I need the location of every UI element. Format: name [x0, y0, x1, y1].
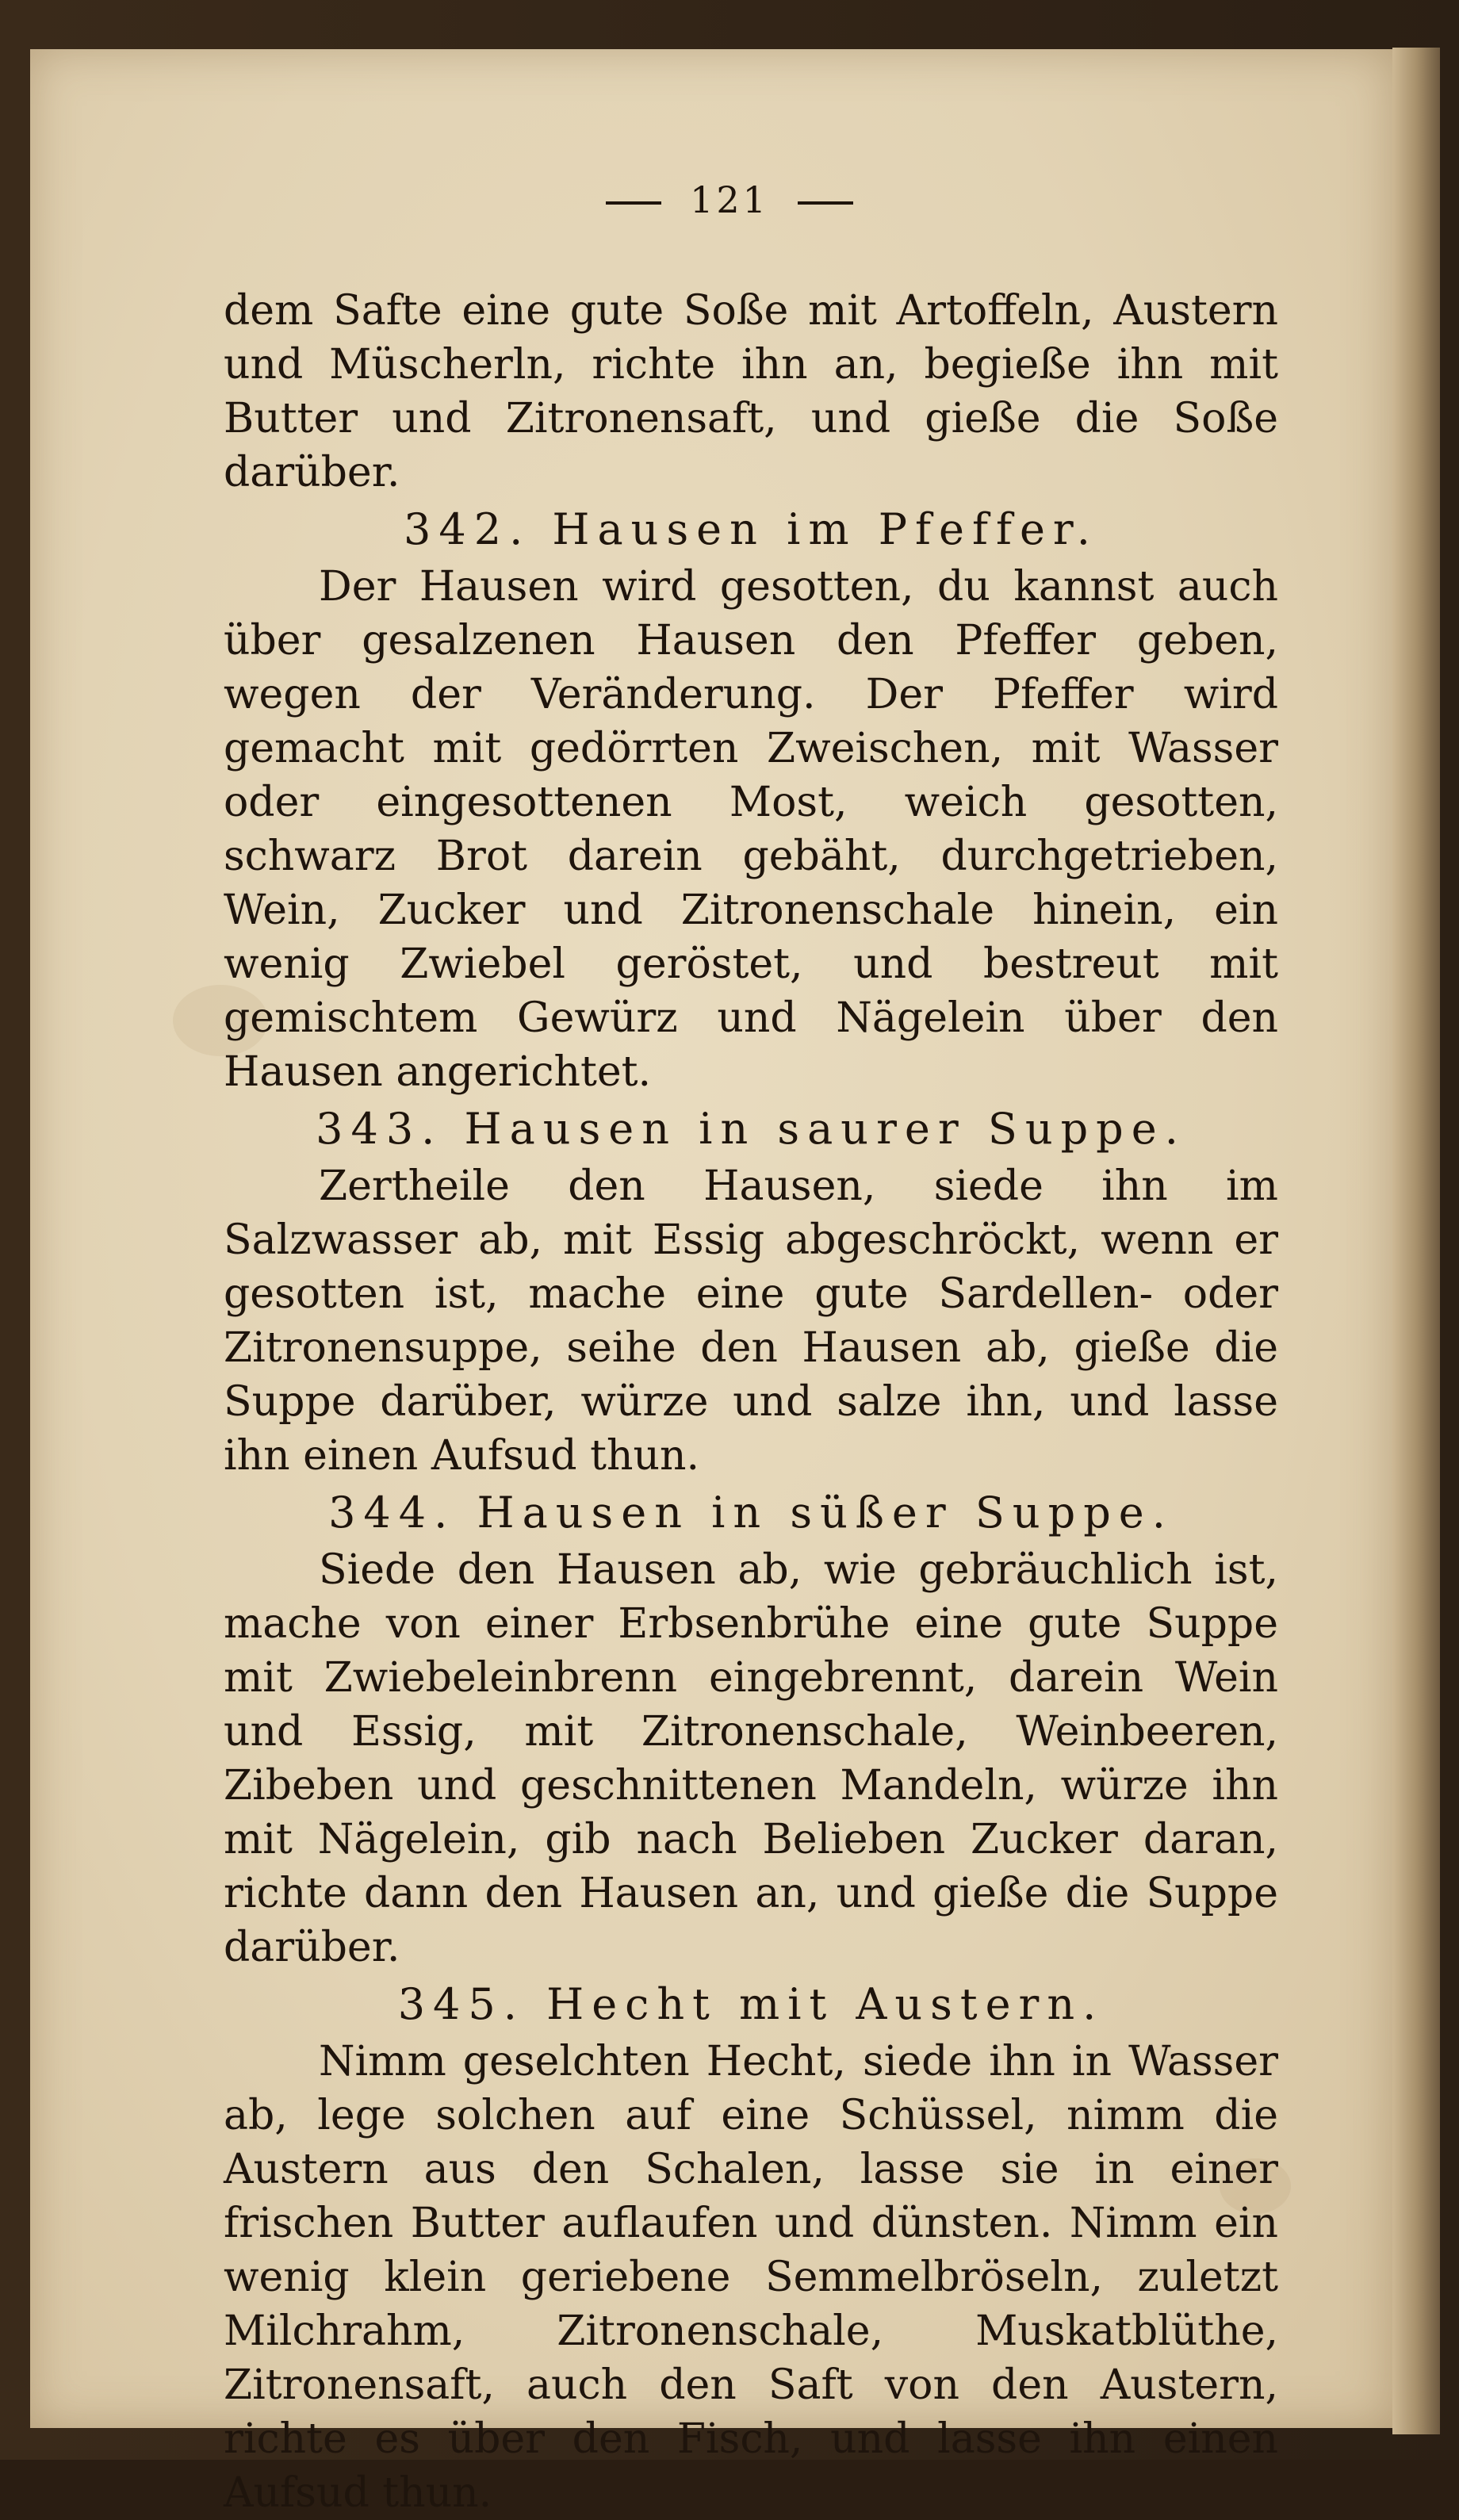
- recipe-heading: 342. Hausen im Pfeffer.: [404, 504, 1098, 554]
- recipe-text: Siede den Hausen ab, wie gebräuchlich ist, mache von einer Erbsenbrühe eine gute Suppe mit Zwiebeleinbrenn eingebrennt, darein Wein und Essig, mit Zitronenschale, Weinbeeren, Zibeben und geschnittenen Mandeln, würze ihn mit Nägelein, gib nach Belieben Zucker daran, richte dann den Hausen an, und gieße die Suppe darüber.: [224, 1546, 1278, 1971]
- recipe-text: Nimm geselchten Hecht, siede ihn in Wasser ab, lege solchen auf eine Schüssel, nimm die Austern aus den Schalen, lasse sie in einer frischen Butter auflaufen und dünsten. Nimm ein wenig klein geriebene Semmelbröseln, zuletzt Milchrahm, Zitronenschale, Muskatblüthe, Zitronensaft, auch den Saft von den Austern, richte es über den Fisch, und lasse ihn einen Aufsud thun.: [224, 2038, 1278, 2517]
- recipe-heading: 343. Hausen in saurer Suppe.: [316, 1104, 1186, 1154]
- recipe-heading: 344. Hausen in süßer Suppe.: [328, 1488, 1174, 1538]
- book-gutter: [1392, 48, 1440, 2434]
- header-dash-left: [606, 201, 661, 205]
- page-header: [0, 178, 1459, 221]
- recipe-text: Zertheile den Hausen, siede ihn im Salzwasser ab, mit Essig abgeschröckt, wenn er gesotten ist, mache eine gute Sardellen- oder Zitronensuppe, seihe den Hausen ab, gieße die Suppe darüber, würze und salze ihn, und lasse ihn einen Aufsud thun.: [224, 1162, 1278, 1480]
- continuation-paragraph: dem Safte eine gute Soße mit Artoffeln, Austern und Müscherln, richte ihn an, begieße ihn mit Butter und Zitronensaft, und gieße die Soße darüber.: [224, 287, 1278, 496]
- page-number: 121: [690, 178, 769, 221]
- header-dash-right: [798, 201, 853, 205]
- page-body: [224, 284, 1278, 2520]
- recipe-heading: 345. Hecht mit Austern.: [397, 1979, 1105, 2029]
- recipe-text: Der Hausen wird gesotten, du kannst auch über gesalzenen Hausen den Pfeffer geben, wegen der Veränderung. Der Pfeffer wird gemacht mit gedörrten Zweischen, mit Wasser oder eingesottenen Most, weich gesotten, schwarz Brot darein gebäht, durchgetrieben, Wein, Zucker und Zitronenschale hinein, ein wenig Zwiebel geröstet, und bestreut mit gemischtem Gewürz und Nägelein über den Hausen angerichtet.: [224, 563, 1278, 1096]
